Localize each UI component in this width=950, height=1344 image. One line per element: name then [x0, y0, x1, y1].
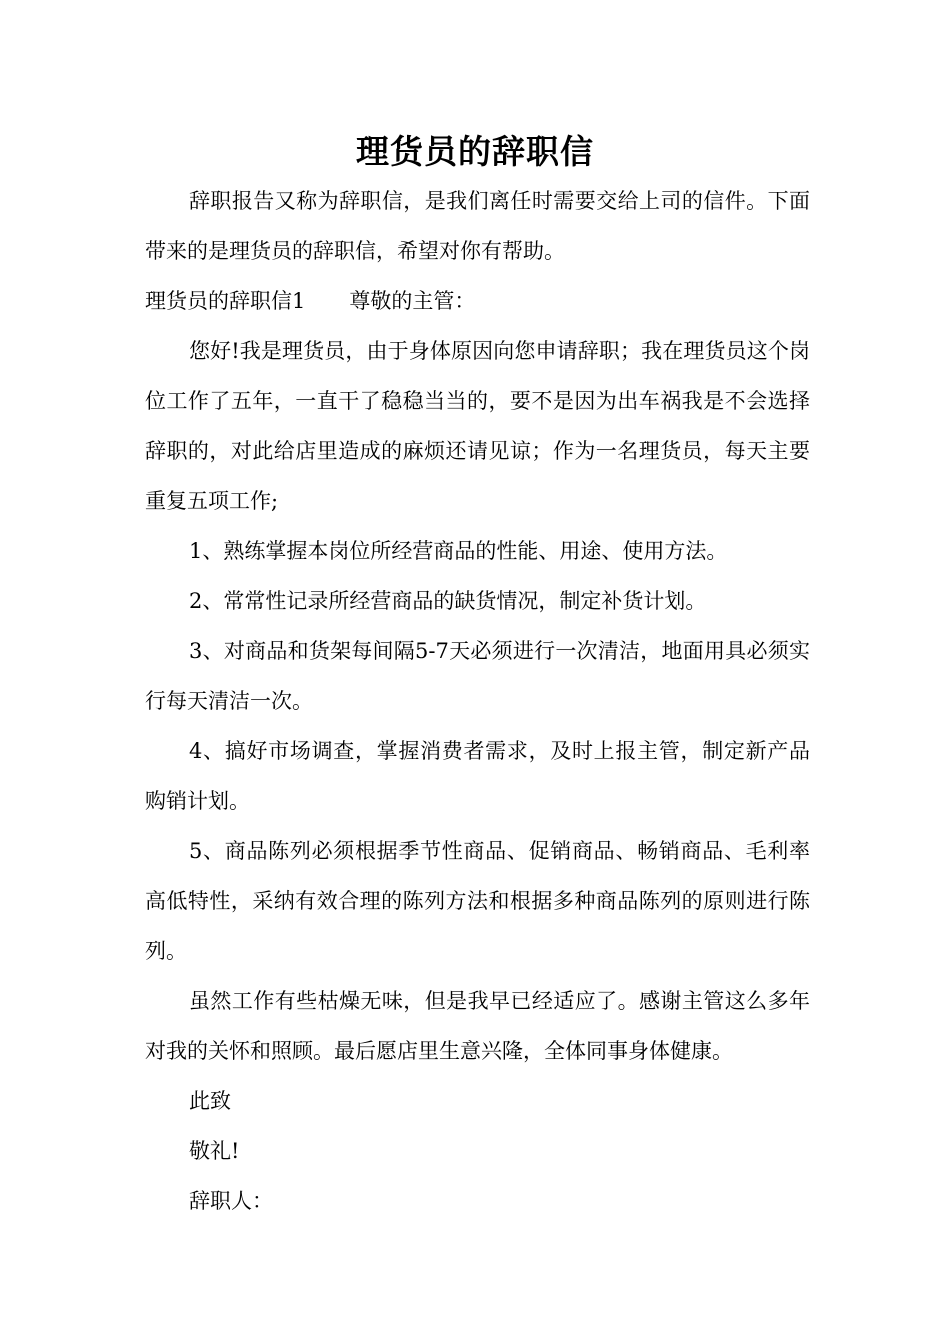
letter-heading: 理货员的辞职信1: [145, 289, 306, 313]
duty-item: 1、熟练掌握本岗位所经营商品的性能、用途、使用方法。: [189, 539, 728, 563]
salutation: 尊敬的主管：: [349, 289, 476, 313]
duty-item: 2、常常性记录所经营商品的缺货情况，制定补货计划。: [189, 589, 707, 613]
duty-item: 5、商品陈列必须根据季节性商品、促销商品、畅销商品、毛利率高低特性，采纳有效合理的陈列方法和根据多种商品陈列的原则进行陈列。: [145, 839, 810, 963]
sign-off-line-1: 此致: [189, 1089, 231, 1113]
duty-item: 3、对商品和货架每间隔5-7天必须进行一次清洁，地面用具必须实行每天清洁一次。: [145, 639, 810, 713]
signer-label: 辞职人：: [189, 1189, 273, 1213]
document-title: 理货员的辞职信: [356, 132, 594, 171]
opening-paragraph: 您好!我是理货员，由于身体原因向您申请辞职；我在理货员这个岗位工作了五年，一直干了稳稳当当的，要不是因为出车祸我是不会选择辞职的，对此给店里造成的麻烦还请见谅；作为一名理货员，每天主要重复五项工作;: [145, 339, 810, 513]
closing-paragraph: 虽然工作有些枯燥无味，但是我早已经适应了。感谢主管这么多年对我的关怀和照顾。最后愿店里生意兴隆，全体同事身体健康。: [145, 989, 810, 1063]
duty-item: 4、搞好市场调查，掌握消费者需求，及时上报主管，制定新产品购销计划。: [145, 739, 810, 813]
intro-paragraph: 辞职报告又称为辞职信，是我们离任时需要交给上司的信件。下面带来的是理货员的辞职信，希望对你有帮助。: [145, 189, 810, 263]
sign-off-line-2: 敬礼!: [189, 1139, 240, 1163]
document-body: [145, 176, 810, 1226]
letter-heading-line: [145, 276, 810, 326]
